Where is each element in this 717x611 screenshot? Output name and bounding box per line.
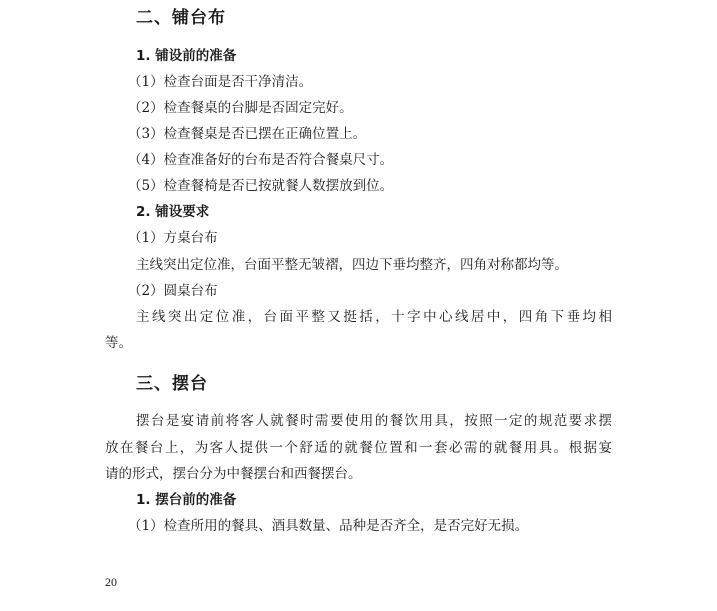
section-heading-tablecloth: 二、铺台布 — [136, 8, 226, 28]
list-item: （1）检查所用的餐具、酒具数量、品种是否齐全，是否完好无损。 — [128, 518, 529, 534]
paragraph-line: 主线突出定位准，台面平整又挺括，十字中心线居中，四角下垂均相 — [136, 309, 612, 325]
list-item: （3）检查餐桌是否已摆在正确位置上。 — [128, 126, 367, 142]
list-item: （4）检查准备好的台布是否符合餐桌尺寸。 — [128, 152, 394, 168]
subsection-title-preparation: 1. 铺设前的准备 — [136, 48, 237, 64]
list-item: （2）圆桌台布 — [128, 283, 218, 299]
subsection-title-setting-preparation: 1. 摆台前的准备 — [136, 492, 237, 508]
paragraph-line: 等。 — [105, 335, 132, 351]
list-item: （1）方桌台布 — [128, 230, 218, 246]
subsection-title-requirements: 2. 铺设要求 — [136, 204, 210, 220]
section-heading-table-setting: 三、摆台 — [136, 374, 208, 394]
list-item: （5）检查餐椅是否已按就餐人数摆放到位。 — [128, 178, 394, 194]
paragraph-line: 摆台是宴请前将客人就餐时需要使用的餐饮用具，按照一定的规范要求摆 — [136, 413, 612, 429]
paragraph-line: 请的形式，摆台分为中餐摆台和西餐摆台。 — [105, 466, 362, 482]
page-number: 20 — [105, 575, 117, 589]
list-item: （2）检查餐桌的台脚是否固定完好。 — [128, 100, 353, 116]
list-item: （1）检查台面是否干净清洁。 — [128, 74, 313, 90]
paragraph-line: 放在餐台上，为客人提供一个舒适的就餐位置和一套必需的就餐用具。根据宴 — [105, 440, 612, 456]
paragraph-line: 主线突出定位准，台面平整无皱褶，四边下垂均整齐，四角对称都均等。 — [136, 257, 568, 273]
